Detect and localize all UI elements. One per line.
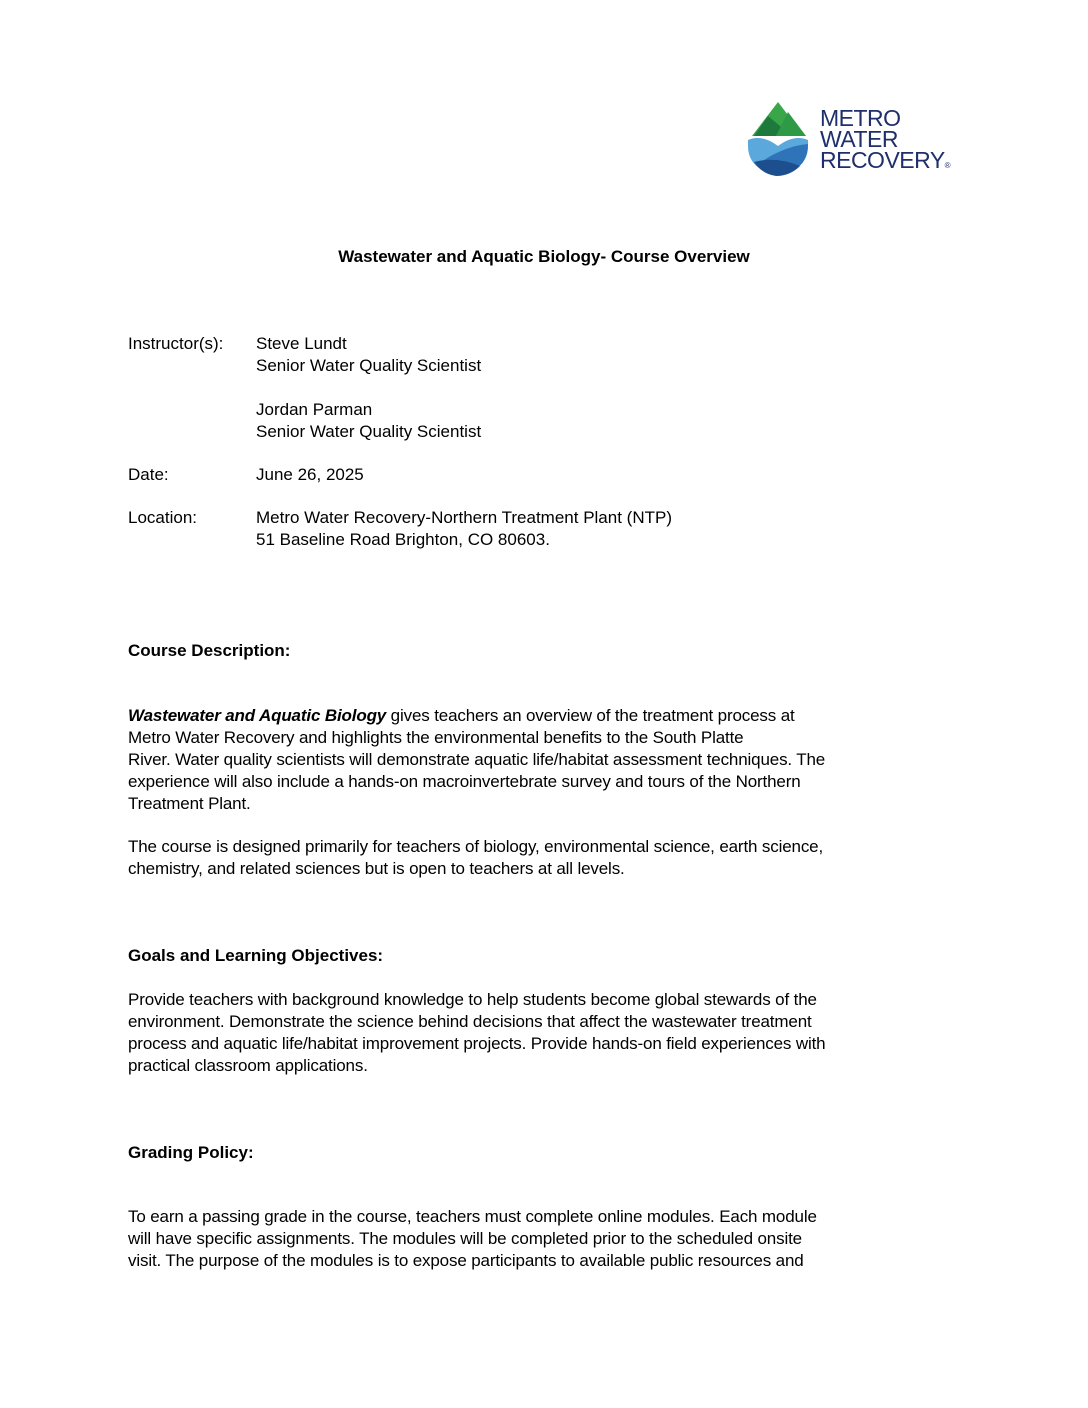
course-description-paragraph-2 <box>128 836 958 880</box>
paragraph-line: visit. The purpose of the modules is to expose participants to available public resources and <box>128 1251 804 1270</box>
logo-line-recovery <box>820 147 951 176</box>
paragraph-line: environment. Demonstrate the science behind decisions that affect the wastewater treatment <box>128 1012 812 1031</box>
goals-heading: Goals and Learning Objectives: <box>128 946 384 965</box>
registered-mark: ® <box>944 161 951 170</box>
paragraph-line <box>128 705 958 727</box>
paragraph-line: process and aquatic life/habitat improvement projects. Provide hands-on field experiences with <box>128 1034 826 1053</box>
date-row <box>128 464 672 486</box>
paragraph-line: River. Water quality scientists will demonstrate aquatic life/habitat assessment techniques. The <box>128 750 826 769</box>
paragraph-line: Treatment Plant. <box>128 794 251 813</box>
location-row <box>128 507 672 551</box>
paragraph-line: Metro Water Recovery and highlights the environmental benefits to the South Platte <box>128 728 744 747</box>
location-label: Location: <box>128 508 197 527</box>
paragraph-line: Provide teachers with background knowledge to help students become global stewards of the <box>128 990 817 1009</box>
metro-water-recovery-logo <box>746 102 961 182</box>
course-description-heading: Course Description: <box>128 641 291 660</box>
document-title: Wastewater and Aquatic Biology- Course Overview <box>338 247 750 266</box>
course-description-paragraph-1 <box>128 705 958 815</box>
paragraph-line: practical classroom applications. <box>128 1056 368 1075</box>
grading-policy-heading: Grading Policy: <box>128 1143 254 1162</box>
goals-paragraph <box>128 989 958 1077</box>
water-drop-mountain-icon <box>746 102 810 178</box>
paragraph-line: chemistry, and related sciences but is open to teachers at all levels. <box>128 859 625 878</box>
course-meta <box>128 333 672 572</box>
instructor-role: Senior Water Quality Scientist <box>256 356 482 375</box>
instructors-row <box>128 333 672 443</box>
paragraph-line: will have specific assignments. The modules will be completed prior to the scheduled onsite <box>128 1229 802 1248</box>
location-line: Metro Water Recovery-Northern Treatment Plant (NTP) <box>256 508 672 527</box>
logo-line-water: WATER <box>820 126 898 152</box>
location-value <box>256 507 672 551</box>
instructors-list <box>256 333 481 443</box>
grading-policy-paragraph <box>128 1206 958 1272</box>
paragraph-line: To earn a passing grade in the course, teachers must complete online modules. Each module <box>128 1207 817 1226</box>
instructors-label: Instructor(s): <box>128 334 224 353</box>
paragraph-line: experience will also include a hands-on macroinvertebrate survey and tours of the Northern <box>128 772 801 791</box>
date-value: June 26, 2025 <box>256 465 364 484</box>
logo-wordmark <box>820 105 951 176</box>
course-name-emphasis: Wastewater and Aquatic Biology <box>128 706 387 725</box>
paragraph-line-text: gives teachers an overview of the treatment process at <box>386 706 795 725</box>
instructor-role: Senior Water Quality Scientist <box>256 422 482 441</box>
logo-line-recovery-text: RECOVERY <box>820 147 945 173</box>
instructor-name: Jordan Parman <box>256 400 373 419</box>
location-line: 51 Baseline Road Brighton, CO 80603. <box>256 530 550 549</box>
paragraph-line: The course is designed primarily for teachers of biology, environmental science, earth science, <box>128 837 824 856</box>
instructor-name: Steve Lundt <box>256 334 347 353</box>
date-label: Date: <box>128 465 169 484</box>
logo-line-metro: METRO <box>820 105 901 131</box>
